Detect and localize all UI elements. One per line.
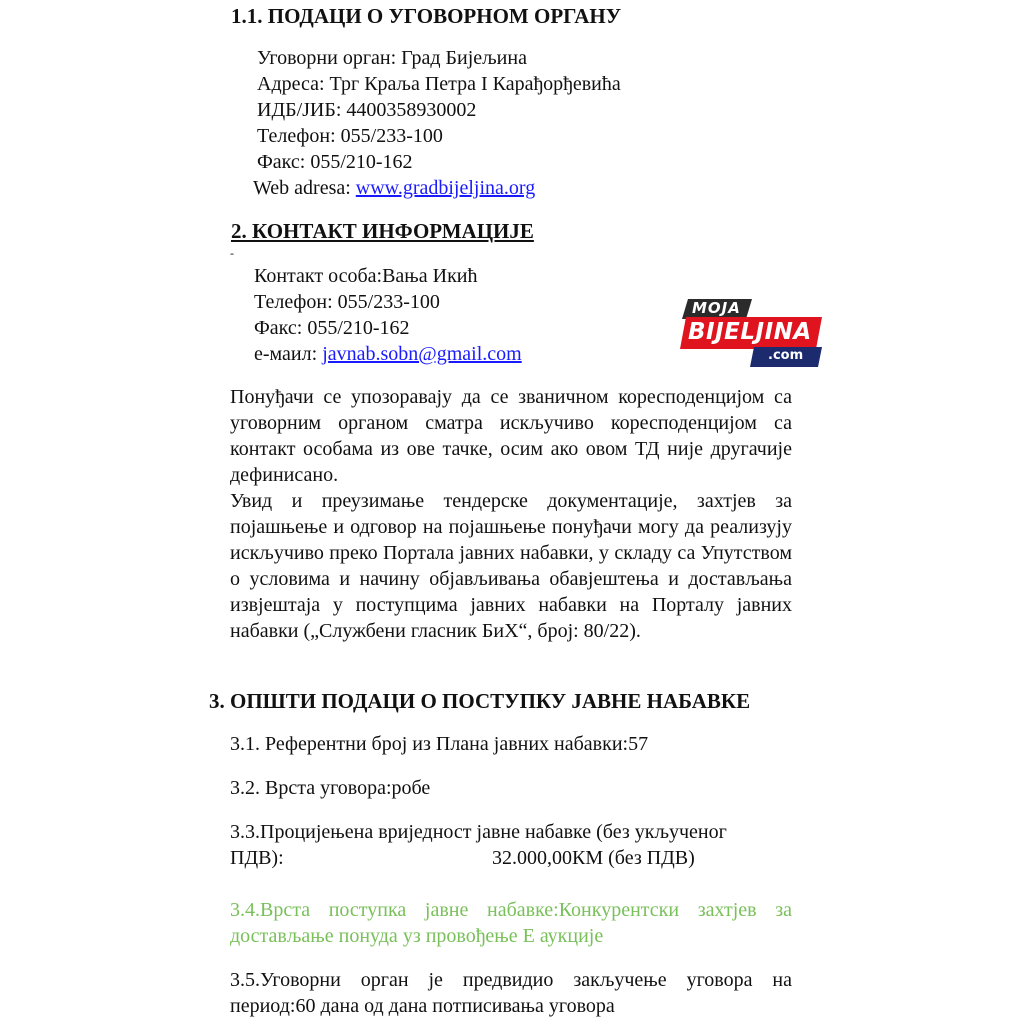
item-3-3-label: ПДВ): bbox=[230, 847, 284, 869]
idb-line: ИДБ/ЈИБ: 4400358930002 bbox=[257, 99, 477, 121]
logo-com-text: .com bbox=[768, 348, 804, 363]
section-1-1-heading: 1.1. ПОДАЦИ О УГОВОРНОМ ОРГАНУ bbox=[231, 4, 622, 28]
item-3-5: 3.5.Уговорни орган је предвидио закључење уговора на период:60 дана од дана потписивања уговора bbox=[230, 969, 792, 1017]
contact-email-line bbox=[254, 341, 522, 367]
contact-person-line: Контакт особа:Вања Икић bbox=[254, 265, 478, 287]
portal-paragraph: Увид и преузимање тендерске документације, захтјев за појашњење и одговор на појашњење понуђачи могу да реализују искључиво преко Портала јавних набавки, у складу са Упутством о условима и начину објављивања обавјештења и достављања извјештаја у поступцима јавних набавки на Порталу јавних набавки („Службени гласник БиХ“, број: 80/22). bbox=[230, 490, 792, 642]
correspondence-paragraph: Понуђачи се упозоравају да се званичном коресподенцијом са уговорним органом сматра искључиво коресподенцијом са контакт особама из ове тачке, осим ако овом ТД није другачије дефинисано. bbox=[230, 386, 792, 486]
item-3-1: 3.1. Референтни број из Плана јавних набавки:57 bbox=[230, 733, 649, 755]
web-address-label: Web adresa: bbox=[253, 177, 356, 199]
phone-line: Телефон: 055/233-100 bbox=[257, 125, 443, 147]
section-3-heading: 3. ОПШТИ ПОДАЦИ О ПОСТУПКУ ЈАВНЕ НАБАВКЕ bbox=[209, 689, 751, 713]
section-2-heading: 2. КОНТАКТ ИНФОРМАЦИЈЕ bbox=[231, 219, 534, 243]
item-3-2: 3.2. Врста уговора:робе bbox=[230, 777, 431, 799]
web-address-line bbox=[253, 175, 535, 201]
email-label: е-маил: bbox=[254, 343, 323, 365]
fax-line: Факс: 055/210-162 bbox=[257, 151, 413, 173]
web-address-link[interactable]: www.gradbijeljina.org bbox=[355, 177, 536, 199]
logo-bijeljina-text: BIJELJINA bbox=[688, 319, 812, 345]
logo-moja-text: MOJA bbox=[692, 299, 741, 317]
email-link[interactable]: javnab.sobn@gmail.com bbox=[322, 343, 522, 365]
item-3-3-line-1: 3.3.Процијењена вриједност јавне набавке (без укљученог bbox=[230, 821, 727, 843]
dash-mark: - bbox=[230, 246, 234, 260]
contracting-authority-line: Уговорни орган: Град Бијељина bbox=[257, 47, 527, 69]
item-3-4: 3.4.Врста поступка јавне набавке:Конкурентски захтјев за достављање понуда уз провођење Е аукције bbox=[230, 899, 792, 947]
contact-fax-line: Факс: 055/210-162 bbox=[254, 317, 410, 339]
estimated-value: 32.000,00КМ (без ПДВ) bbox=[492, 847, 695, 869]
contact-phone-line: Телефон: 055/233-100 bbox=[254, 291, 440, 313]
address-line: Адреса: Трг Краља Петра I Карађорђевића bbox=[257, 73, 621, 95]
moja-bijeljina-logo[interactable] bbox=[680, 297, 825, 369]
